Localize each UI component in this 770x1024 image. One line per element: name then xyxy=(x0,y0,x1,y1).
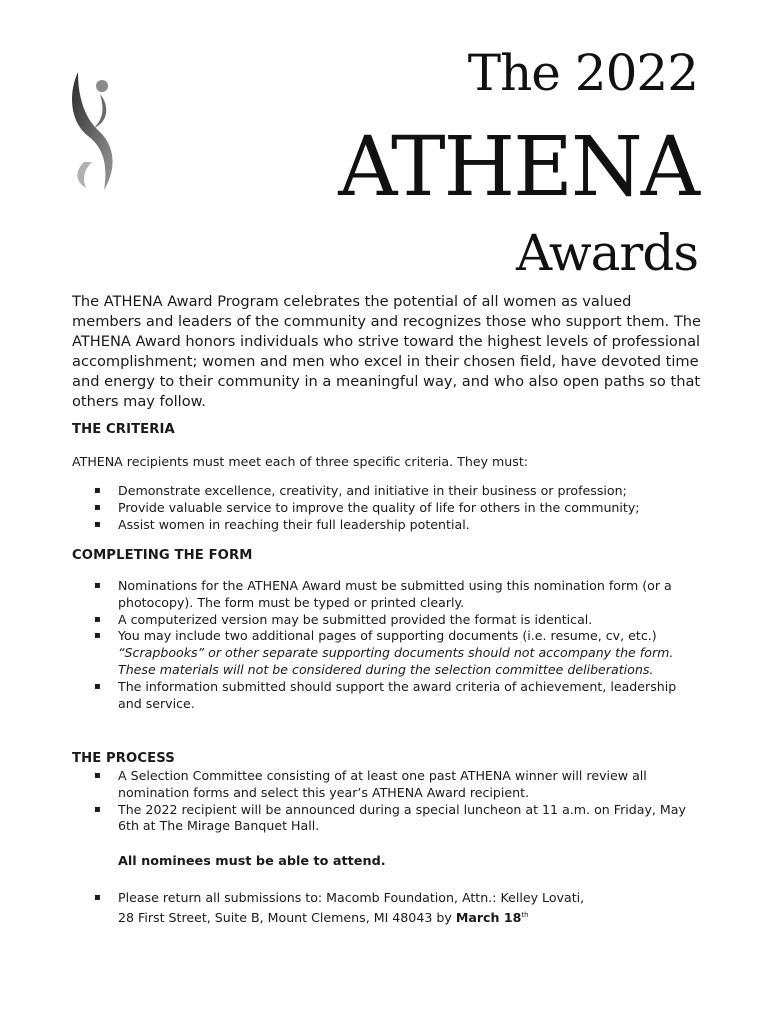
title-athena: ATHENA xyxy=(338,120,698,215)
form-item3-text: You may include two additional pages of supporting documents (i.e. resume, cv, etc.) xyxy=(118,628,657,644)
title-year: The 2022 xyxy=(467,44,698,102)
submission-line1: Please return all submissions to: Macomb Foundation, Attn.: Kelley Lovati, xyxy=(118,890,585,905)
form-list xyxy=(72,578,702,712)
form-item3-italic: “Scrapbooks” or other separate supporting documents should not accompany the form. These materials will not be considered during the selection committee deliberations. xyxy=(118,645,674,677)
list-item: ▪ A Selection Committee consisting of at least one past ATHENA winner will review all nomination forms and select this year’s ATHENA Award recipient. xyxy=(72,768,702,802)
list-item: ▪ The 2022 recipient will be announced during a special luncheon at 11 a.m. on Friday, May 6th at The Mirage Banquet Hall. xyxy=(72,802,702,836)
process-list xyxy=(72,768,702,835)
title-awards: Awards xyxy=(515,224,698,282)
criteria-lead: ATHENA recipients must meet each of three specific criteria. They must: xyxy=(72,454,529,469)
list-item xyxy=(72,628,702,678)
process-heading: THE PROCESS xyxy=(72,751,175,766)
list-item: ▪ Nominations for the ATHENA Award must be submitted using this nomination form (or a photocopy). The form must be typed or printed clearly. xyxy=(72,578,702,612)
list-item xyxy=(72,890,702,927)
intro-paragraph: The ATHENA Award Program celebrates the potential of all women as valued members and leaders of the community and recognizes those who support them. The ATHENA Award honors individuals who strive toward the highest levels of professional accomplishment; women and men who excel in their chosen field, have devoted time and energy to their community in a meaningful way, and who also open paths so that others may follow. xyxy=(72,293,701,410)
deadline-date: March 18 xyxy=(455,909,522,925)
list-item: ▪ The information submitted should support the award criteria of achievement, leadership and service. xyxy=(72,679,702,713)
deadline-suffix: th xyxy=(521,910,529,919)
attendance-note: All nominees must be able to attend. xyxy=(118,854,386,869)
criteria-heading: THE CRITERIA xyxy=(72,422,175,437)
form-heading: COMPLETING THE FORM xyxy=(72,548,253,563)
athena-figure-logo xyxy=(64,66,124,194)
submission-line2: 28 First Street, Suite B, Mount Clemens, MI 48043 by xyxy=(118,909,452,925)
list-item: ▪ Demonstrate excellence, creativity, and initiative in their business or profession; xyxy=(72,483,702,500)
list-item: ▪ Provide valuable service to improve the quality of life for others in the community; xyxy=(72,500,702,517)
criteria-list xyxy=(72,483,702,533)
list-item: ▪ A computerized version may be submitted provided the format is identical. xyxy=(72,612,702,629)
list-item: ▪ Assist women in reaching their full leadership potential. xyxy=(72,517,702,534)
submission-list xyxy=(72,890,702,927)
